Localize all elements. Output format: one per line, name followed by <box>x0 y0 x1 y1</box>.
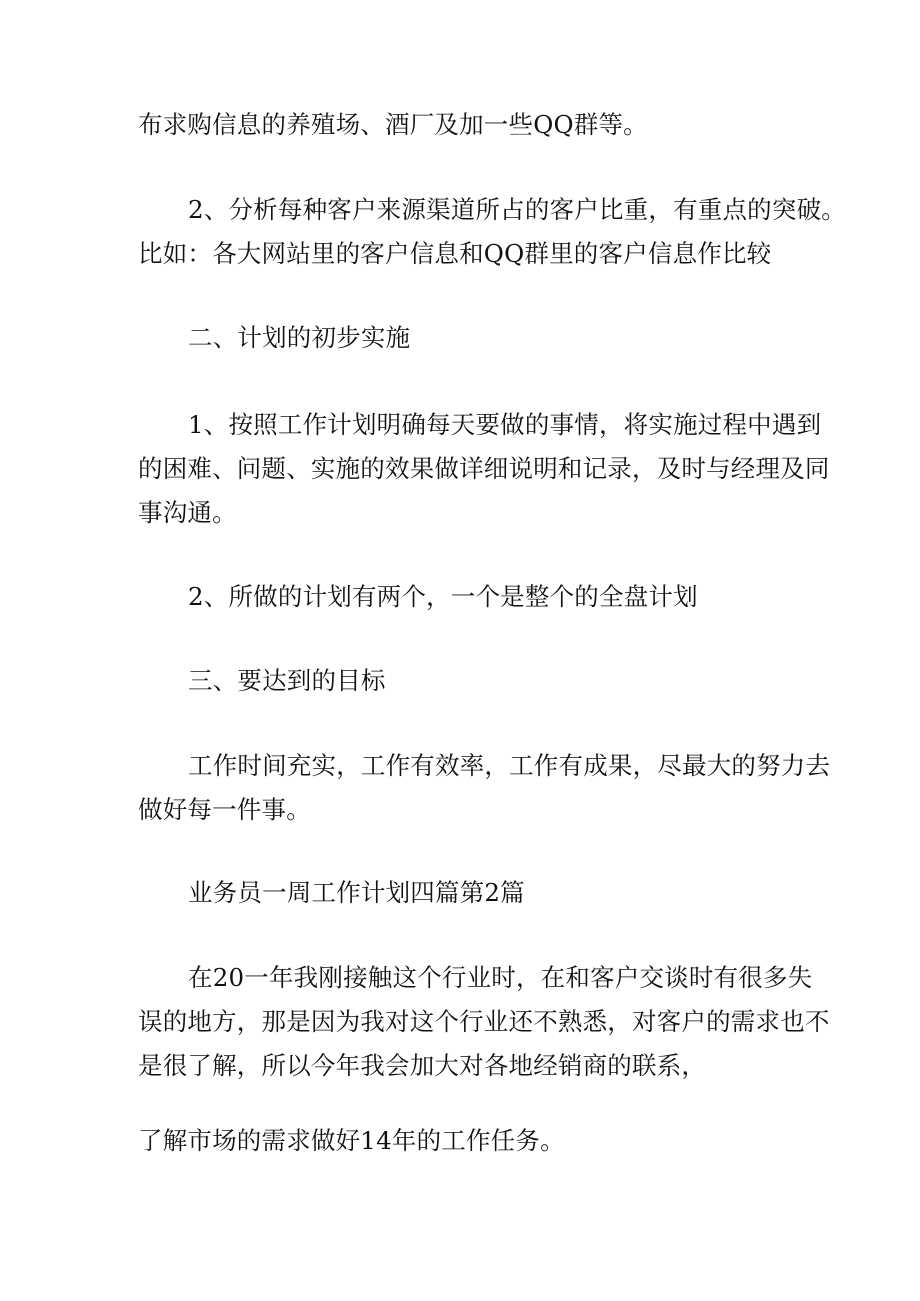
paragraph-line: 工作时间充实，工作有效率，工作有成果，尽最大的努力去 <box>188 751 831 780</box>
paragraph-4 <box>138 403 830 535</box>
paragraph-line: 二、计划的初步实施 <box>188 323 411 352</box>
paragraph-7 <box>138 744 831 832</box>
section-heading-2 <box>138 316 798 360</box>
paragraph-line: 了解市场的需求做好14年的工作任务。 <box>138 1126 565 1155</box>
paragraph-2 <box>138 188 846 276</box>
paragraph-line: 三、要达到的目标 <box>188 666 386 695</box>
paragraph-line: 的困难、问题、实施的效果做详细说明和记录，及时与经理及同 <box>138 454 830 483</box>
paragraph-line: 误的地方，那是因为我对这个行业还不熟悉，对客户的需求也不 <box>138 1007 830 1036</box>
paragraph-9 <box>138 956 830 1088</box>
paragraph-line: 比如：各大网站里的客户信息和QQ群里的客户信息作比较 <box>138 239 772 268</box>
paragraph-line: 2、所做的计划有两个，一个是整个的全盘计划 <box>188 582 698 611</box>
paragraph-line: 事沟通。 <box>138 498 237 527</box>
paragraph-line: 在20一年我刚接触这个行业时，在和客户交谈时有很多失 <box>188 963 813 992</box>
paragraph-line: 做好每一件事。 <box>138 795 311 824</box>
section-heading-3 <box>138 659 798 703</box>
paragraph-line: 是很了解，所以今年我会加大对各地经销商的联系， <box>138 1051 707 1080</box>
paragraph-line: 业务员一周工作计划四篇第2篇 <box>188 878 525 907</box>
paragraph-line: 1、按照工作计划明确每天要做的事情，将实施过程中遇到 <box>188 410 822 439</box>
paragraph-10 <box>138 1119 798 1163</box>
paragraph-1 <box>138 103 798 147</box>
paragraph-line: 2、分析每种客户来源渠道所占的客户比重，有重点的突破。 <box>188 195 846 224</box>
paragraph-line: 布求购信息的养殖场、酒厂及加一些QQ群等。 <box>138 110 648 139</box>
article-title <box>138 871 798 915</box>
paragraph-5 <box>138 575 798 619</box>
